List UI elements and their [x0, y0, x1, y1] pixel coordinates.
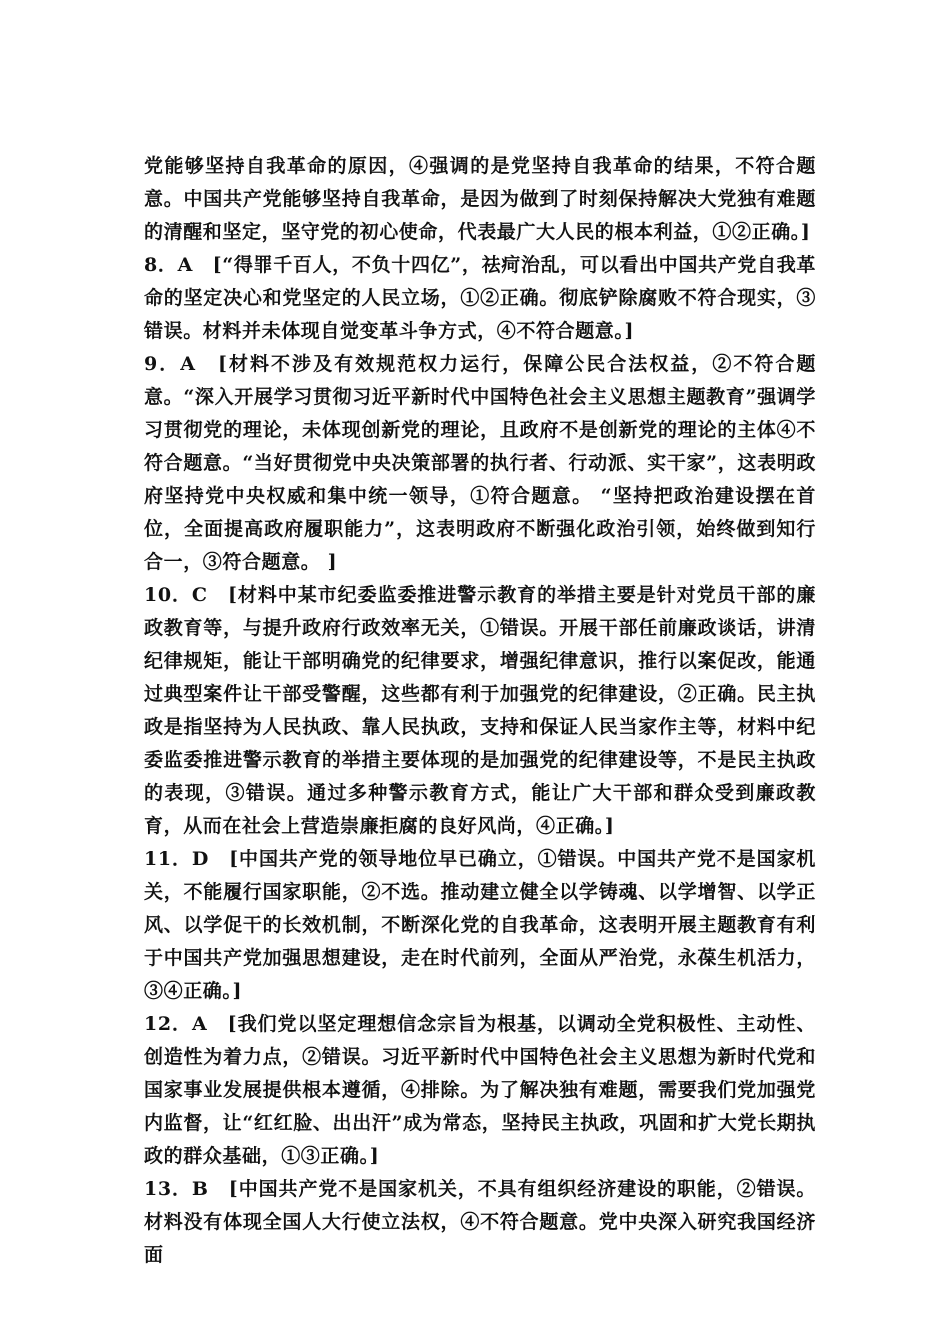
- answer-item-12: [144, 1008, 816, 1173]
- item-head: 9．A: [144, 353, 219, 375]
- item-body: [材料中某市纪委监委推进警示教育的举措主要是针对党员干部的廉政教育等，与提升政府行政效率无关，①错误。开展干部任前廉政谈话，讲清纪律规矩，能让干部明确党的纪律要求，增强纪律意识，推行以案促改，能通过典型案件让干部受警醒，这些都有利于加强党的纪律建设，②正确。民主执政是指坚持为人民执政、靠人民执政，支持和保证人民当家作主等，材料中纪委监委推进警示教育的举措主要体现的是加强党的纪律建设等，不是民主执政的表现，③错误。通过多种警示教育方式，能让广大干部和群众受到廉政教育，从而在社会上营造崇廉拒腐的良好风尚，④正确。]: [144, 584, 816, 837]
- item-body: [中国共产党不是国家机关，不具有组织经济建设的职能，②错误。材料没有体现全国人大行使立法权，④不符合题意。党中央深入研究我国经济面: [144, 1178, 816, 1266]
- item-head: 11．D: [144, 848, 230, 870]
- item-head: 10．C: [144, 584, 228, 606]
- item-head: 13．B: [144, 1178, 229, 1200]
- item-body: [“得罪千百人，不负十四亿”，祛疴治乱，可以看出中国共产党自我革命的坚定决心和党坚定的人民立场，①②正确。彻底铲除腐败不符合现实，③错误。材料并未体现自觉变革斗争方式，④不符合题意。]: [144, 254, 816, 342]
- answer-item-11: [144, 843, 816, 1008]
- item-body: [中国共产党的领导地位早已确立，①错误。中国共产党不是国家机关，不能履行国家职能，②不选。推动建立健全以学铸魂、以学增智、以学正风、以学促干的长效机制，不断深化党的自我革命，这表明开展主题教育有利于中国共产党加强思想建设，走在时代前列，全面从严治党，永葆生机活力，③④正确。]: [144, 848, 816, 1002]
- paragraph-continuation: [144, 150, 816, 249]
- item-head: 12．A: [144, 1013, 228, 1035]
- answer-item-13: [144, 1173, 816, 1272]
- item-head: 8．A: [144, 254, 213, 276]
- answer-item-10: [144, 579, 816, 843]
- answer-explanations: [144, 150, 816, 1272]
- answer-item-9: [144, 348, 816, 579]
- item-body: 党能够坚持自我革命的原因，④强调的是党坚持自我革命的结果，不符合题意。中国共产党能够坚持自我革命，是因为做到了时刻保持解决大党独有难题的清醒和坚定，坚守党的初心使命，代表最广大人民的根本利益，①②正确。]: [144, 155, 816, 243]
- item-body: [我们党以坚定理想信念宗旨为根基，以调动全党积极性、主动性、创造性为着力点，②错误。习近平新时代中国特色社会主义思想为新时代党和国家事业发展提供根本遵循，④排除。为了解决独有难题，需要我们党加强党内监督，让“红红脸、出出汗”成为常态，坚持民主执政，巩固和扩大党长期执政的群众基础，①③正确。]: [144, 1013, 816, 1167]
- item-body: [材料不涉及有效规范权力运行，保障公民合法权益，②不符合题意。“深入开展学习贯彻习近平新时代中国特色社会主义思想主题教育”强调学习贯彻党的理论，未体现创新党的理论，且政府不是创新党的理论的主体④不符合题意。“当好贯彻党中央决策部署的执行者、行动派、实干家”，这表明政府坚持党中央权威和集中统一领导，①符合题意。 “坚持把政治建设摆在首位，全面提高政府履职能力”，这表明政府不断强化政治引领，始终做到知行合一，③符合题意。 ]: [144, 353, 816, 573]
- answer-item-8: [144, 249, 816, 348]
